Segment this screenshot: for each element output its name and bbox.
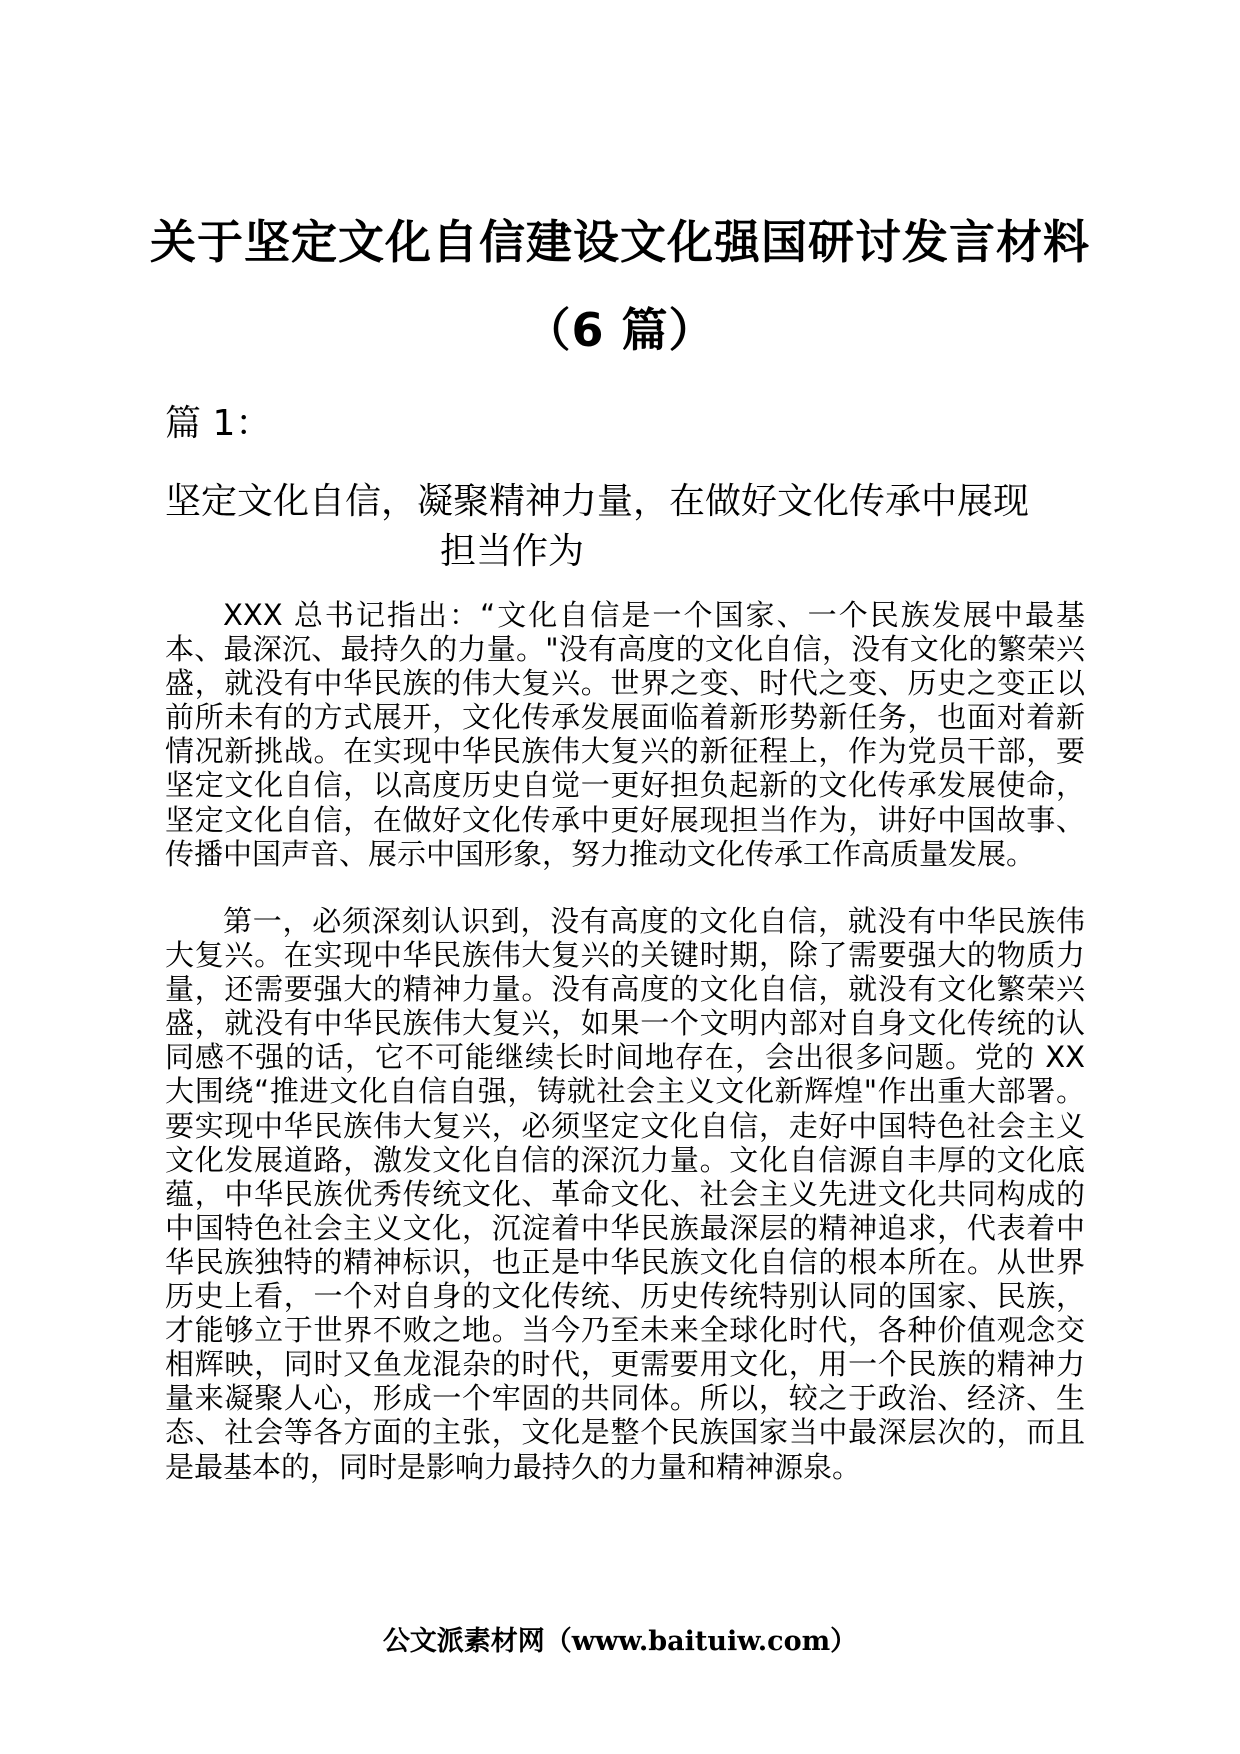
section-subtitle-line1: 坚定文化自信，凝聚精神力量，在做好文化传承中展现 [165, 481, 1030, 522]
body-paragraph: 第一，必须深刻认识到，没有高度的文化自信，就没有中华民族伟大复兴。在实现中华民族伟大复兴的关键时期，除了需要强大的物质力量，还需要强大的精神力量。没有高度的文化自信，就没有文化繁荣兴盛，就没有中华民族伟大复兴，如果一个文明内部对自身文化传统的认同感不强的话，它不可能继续长时间地存在，会出很多问题。党的 XX 大围绕“推进文化自信自强，铸就社会主义文化新辉煌"作出重大部署。要实现中华民族伟大复兴，必须坚定文化自信，走好中国特色社会主义文化发展道路，激发文化自信的深沉力量。文化自信源自丰厚的文化底蕴，中华民族优秀传统文化、革命文化、社会主义先进文化共同构成的中国特色社会主义文化，沉淀着中华民族最深层的精神追求，代表着中华民族独特的精神标识，也正是中华民族文化自信的根本所在。从世界历史上看，一个对自身的文化传统、历史传统特别认同的国家、民族，才能够立于世界不败之地。当今乃至未来全球化时代，各种价值观念交相辉映，同时又鱼龙混杂的时代，更需要用文化，用一个民族的精神力量来凝聚人心，形成一个牢固的共同体。所以，较之于政治、经济、生态、社会等各方面的主张，文化是整个民族国家当中最深层次的，而且是最基本的，同时是影响力最持久的力量和精神源泉。 [165, 904, 1085, 1484]
section-label: 篇 1： [165, 403, 272, 444]
section-subtitle-line2: 担当作为 [440, 531, 585, 572]
document-title-line1: 关于坚定文化自信建设文化强国研讨发言材料 [150, 215, 1090, 269]
document-title-line2: （6 篇） [524, 303, 716, 357]
footer-watermark-text: 公文派素材网（www.baituiw.com） [382, 1626, 858, 1657]
body-paragraph: XXX 总书记指出：“文化自信是一个国家、一个民族发展中最基本、最深沉、最持久的力量。"没有高度的文化自信，没有文化的繁荣兴盛，就没有中华民族的伟大复兴。世界之变、时代之变、历史之变正以前所未有的方式展开，文化传承发展面临着新形势新任务，也面对着新情况新挑战。在实现中华民族伟大复兴的新征程上，作为党员干部，要坚定文化自信，以高度历史自觉一更好担负起新的文化传承发展使命，坚定文化自信，在做好文化传承中更好展现担当作为，讲好中国故事、传播中国声音、展示中国形象，努力推动文化传承工作高质量发展。 [165, 598, 1085, 871]
